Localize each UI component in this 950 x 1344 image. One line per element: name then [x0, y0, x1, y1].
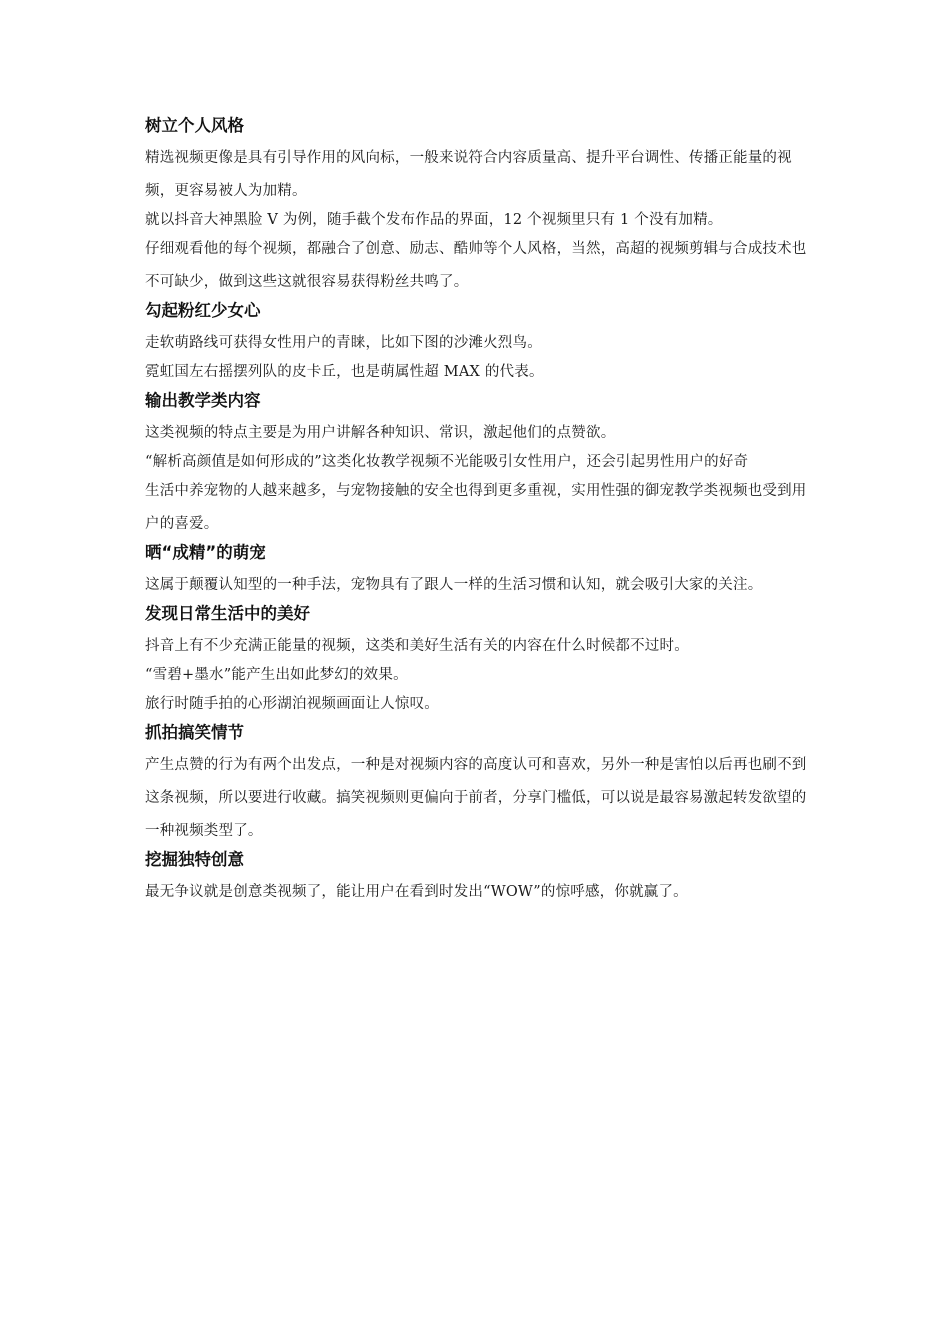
- paragraph: 产生点赞的行为有两个出发点，一种是对视频内容的高度认可和喜欢，另外一种是害怕以后再也刷不到这条视频，所以要进行收藏。搞笑视频则更偏向于前者，分享门槛低，可以说是最容易激起转发欲望的一种视频类型了。: [145, 757, 807, 839]
- paragraph: 就以抖音大神黑脸 V 为例，随手截个发布作品的界面，12 个视频里只有 1 个没有加精。: [145, 212, 723, 228]
- paragraph: 这类视频的特点主要是为用户讲解各种知识、常识，激起他们的点赞欲。: [145, 425, 616, 441]
- section-heading: 抓拍搞笑情节: [145, 723, 244, 742]
- section-heading: 晒“成精”的萌宠: [145, 543, 266, 562]
- paragraph: 旅行时随手拍的心形湖泊视频画面让人惊叹。: [145, 696, 439, 712]
- section-heading: 输出教学类内容: [145, 391, 261, 410]
- section-heading: 勾起粉红少女心: [145, 301, 261, 320]
- document-body: [145, 112, 810, 905]
- paragraph: “解析高颜值是如何形成的”这类化妆教学视频不光能吸引女性用户，还会引起男性用户的好奇: [145, 454, 749, 470]
- section-teaching-content: [145, 389, 810, 541]
- paragraph: 霓虹国左右摇摆列队的皮卡丘，也是萌属性超 MAX 的代表。: [145, 364, 544, 380]
- paragraph: “雪碧+墨水”能产生出如此梦幻的效果。: [145, 667, 408, 683]
- paragraph: 生活中养宠物的人越来越多，与宠物接触的安全也得到更多重视，实用性强的御宠教学类视频也受到用户的喜爱。: [145, 483, 807, 532]
- paragraph: 抖音上有不少充满正能量的视频，这类和美好生活有关的内容在什么时候都不过时。: [145, 638, 689, 654]
- paragraph: 精选视频更像是具有引导作用的风向标，一般来说符合内容质量高、提升平台调性、传播正能量的视频，更容易被人为加精。: [145, 150, 792, 199]
- section-smart-pets: [145, 541, 810, 602]
- paragraph: 最无争议就是创意类视频了，能让用户在看到时发出“WOW”的惊呼感，你就赢了。: [145, 884, 688, 900]
- paragraph: 这属于颠覆认知型的一种手法，宠物具有了跟人一样的生活习惯和认知，就会吸引大家的关注。: [145, 577, 763, 593]
- section-unique-creativity: [145, 848, 810, 909]
- section-daily-beauty: [145, 602, 810, 721]
- section-funny-moments: [145, 721, 810, 848]
- section-personal-style: [145, 114, 810, 299]
- paragraph: 仔细观看他的每个视频，都融合了创意、励志、酷帅等个人风格，当然，高超的视频剪辑与合成技术也不可缺少，做到这些这就很容易获得粉丝共鸣了。: [145, 241, 807, 290]
- paragraph: 走软萌路线可获得女性用户的青睐，比如下图的沙滩火烈鸟。: [145, 335, 542, 351]
- section-heading: 发现日常生活中的美好: [145, 604, 310, 623]
- section-heading: 树立个人风格: [145, 116, 244, 135]
- section-heading: 挖掘独特创意: [145, 850, 244, 869]
- section-pink-heart: [145, 299, 810, 389]
